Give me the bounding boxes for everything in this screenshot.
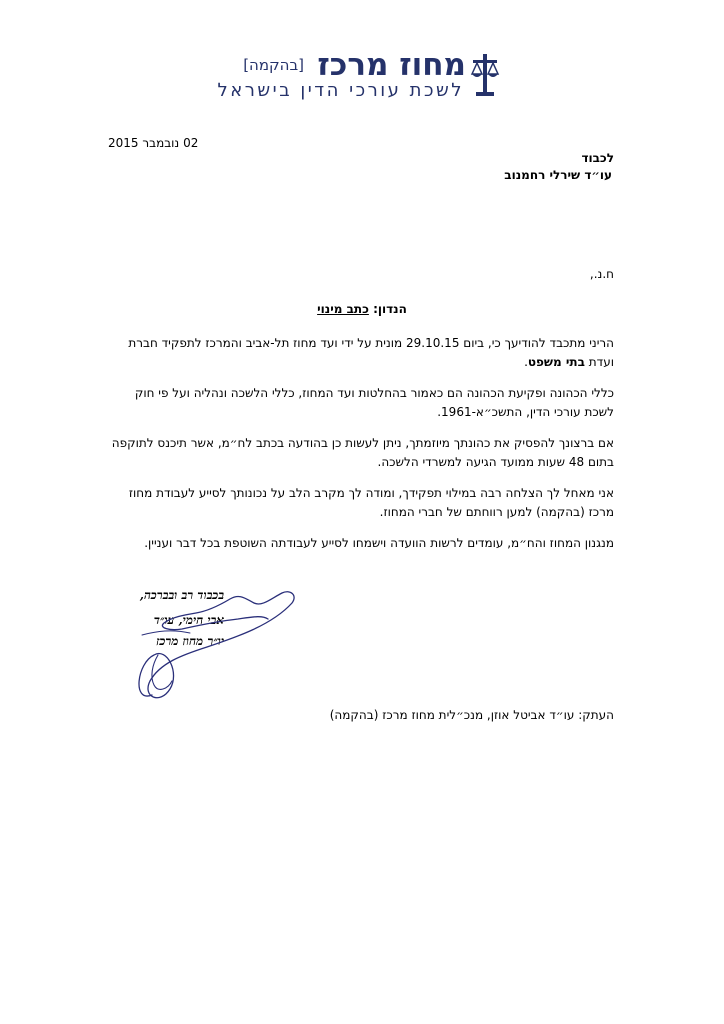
greeting: ח.נ.,	[589, 267, 614, 281]
scales-of-justice-icon	[470, 52, 500, 96]
paragraph-appointment	[109, 334, 614, 372]
signer-title: יו״ר מחוז מרכז	[156, 634, 224, 648]
logo-bracket-label: [בהקמה]	[243, 56, 304, 74]
paragraph-support: מנגנון המחוז והח״מ, עומדים לרשות הוועדה וישמחו לסייע לעבודתה השוטפת בכל דבר ועניין.	[144, 536, 614, 550]
paragraph-appointment-line1: הריני מתכבד להודיעך כי, ביום 29.10.15 מונית על ידי ועד מחוז תל-אביב והמרכז לתפקיד חברת	[128, 336, 614, 350]
subject-line	[0, 302, 724, 316]
signature-block	[4, 585, 224, 652]
logo-district-name: מחוז מרכז	[317, 47, 466, 83]
committee-prefix: ועדת	[584, 355, 614, 369]
subject-text: כתב מינוי	[317, 302, 369, 316]
paragraph-resignation: אם ברצונך להפסיק את כהונתך מיוזמתך, ניתן לעשות כן בהודעה בכתב לח״מ, אשר תיכנס לתוקפה בתום 48 שעות ממועד הגיעה למשרדי הלשכה.	[111, 436, 614, 469]
closing-line: בכבוד רב ובברכה,	[139, 588, 224, 602]
committee-name: בתי משפט	[527, 355, 585, 369]
letter-date: 02 נובמבר 2015	[108, 136, 199, 150]
paragraph-appointment-line2	[109, 353, 614, 372]
letterhead-logo	[217, 47, 500, 101]
signer-name: אבי חימי, עו״ד	[153, 613, 224, 627]
recipient-name: עו״ד שירלי רחמנוב	[504, 168, 612, 182]
subject-prefix: הנדון:	[373, 302, 407, 316]
committee-period: .	[524, 355, 528, 369]
to-label: לכבוד	[581, 151, 614, 165]
logo-bar-association: לשכת עורכי הדין בישראל	[217, 80, 464, 101]
cc-line: העתק: עו״ד אביטל אוזן, מנכ״לית מחוז מרכז (בהקמה)	[329, 708, 614, 722]
paragraph-wishes: אני מאחל לך הצלחה רבה במילוי תפקידך, ומודה לך מקרב הלב על נכונותך לסייע לעבודת מחוז מרכז (בהקמה) למען רווחתם של חברי המחוז.	[128, 486, 614, 519]
paragraph-term-rules: כללי הכהונה ופקיעת הכהונה הם כאמור בהחלטות ועד המחוז, כללי הלשכה ונהליה ועל פי חוק לשכת עורכי הדין, התשכ״א-1961.	[134, 386, 614, 419]
